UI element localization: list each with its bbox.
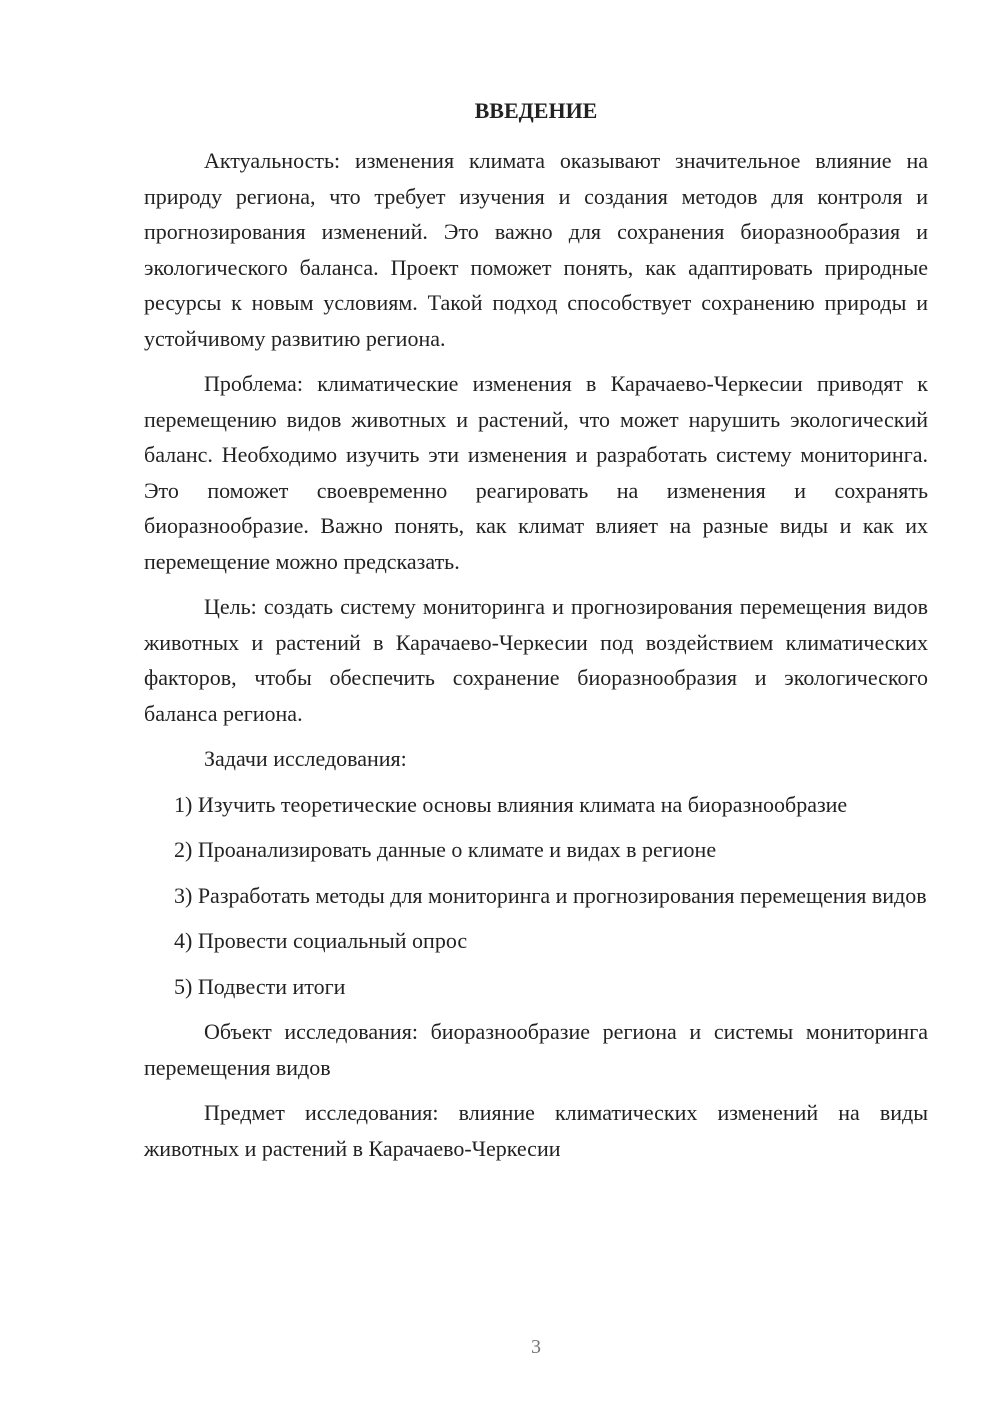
paragraph-goal: Цель: создать систему мониторинга и прогнозирования перемещения видов животных и растений в Карачаево-Черкесии под воздействием климатических факторов, чтобы обеспечить сохранение биоразнообразия и экологического баланса региона. [144,594,928,726]
document-body [144,143,928,1176]
paragraph-tasks-heading: Задачи исследования: [204,746,407,771]
list-item: 1) Изучить теоретические основы влияния климата на биоразнообразие [174,791,848,817]
paragraph-problem: Проблема: климатические изменения в Карачаево-Черкесии приводят к перемещению видов животных и растений, что может нарушить экологический баланс. Необходимо изучить эти изменения и разработать систему мониторинга. Это поможет своевременно реагировать на изменения и сохранять биоразнообразие. Важно понять, как климат влияет на разные виды и как их перемещение можно предсказать. [144,371,928,574]
paragraph-relevance: Актуальность: изменения климата оказывают значительное влияние на природу региона, что требует изучения и создания методов для контроля и прогнозирования изменений. Это важно для сохранения биоразнообразия и экологического баланса. Проект поможет понять, как адаптировать природные ресурсы к новым условиям. Такой подход способствует сохранению природы и устойчивому развитию региона. [144,148,928,351]
list-item: 3) Разработать методы для мониторинга и прогнозирования перемещения видов [174,882,927,908]
paragraph-object: Объект исследования: биоразнообразие региона и системы мониторинга перемещения видов [144,1019,928,1080]
page-number: 3 [531,1336,541,1358]
tasks-list [144,787,928,1005]
list-item: 5) Подвести итоги [174,973,346,999]
list-item: 4) Провести социальный опрос [174,928,468,953]
section-title: ВВЕДЕНИЕ [474,98,598,123]
paragraph-subject: Предмет исследования: влияние климатических изменений на виды животных и растений в Карачаево-Черкесии [144,1100,928,1161]
list-item: 2) Проанализировать данные о климате и видах в регионе [174,837,717,862]
